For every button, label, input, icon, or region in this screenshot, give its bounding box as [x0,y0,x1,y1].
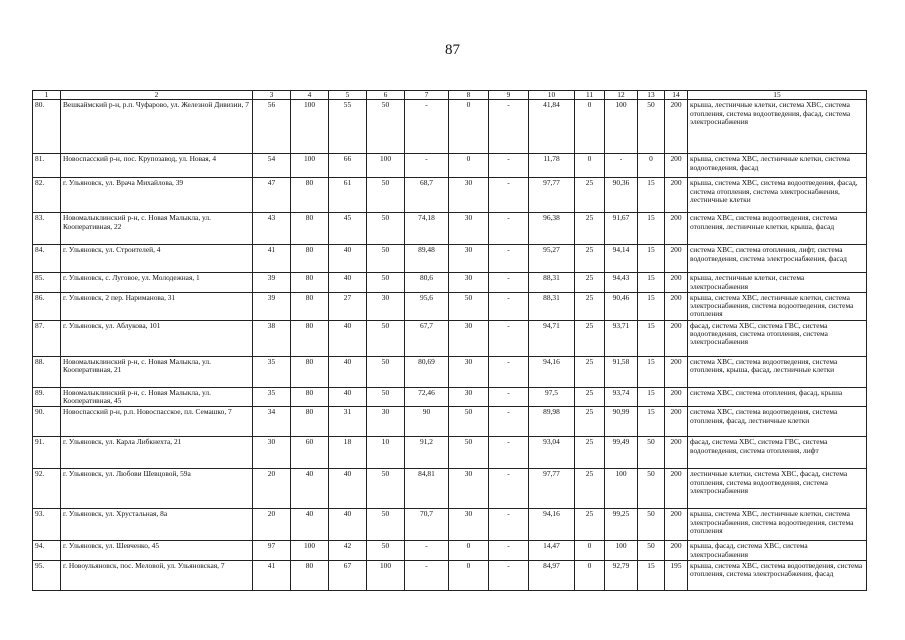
value-cell: 200 [665,387,688,407]
value-cell: 50 [367,273,405,293]
address-cell: г. Новоульяновск, пос. Меловой, ул. Ульяновская, 7 [61,560,253,590]
address-cell: г. Ульяновск, ул. Аблукова, 101 [61,320,253,356]
value-cell: 80 [291,387,329,407]
address-cell: Новомалыклинский р-н, с. Новая Малыкла, ул. Кооперативная, 21 [61,356,253,387]
value-cell: - [489,560,529,590]
value-cell: 91,58 [605,356,638,387]
value-cell: 20 [253,509,291,541]
value-cell: 25 [575,213,605,245]
table-row [33,509,867,541]
value-cell: 40 [291,469,329,509]
header-cell: 5 [329,91,367,100]
value-cell: 200 [665,541,688,561]
value-cell: 89,48 [405,245,449,273]
value-cell: 40 [329,320,367,356]
value-cell: 25 [575,178,605,213]
works-cell: крыша, система ХВС, лестничные клетки, система электроснабжения, система водоотведения, система отопления [688,509,867,541]
value-cell: 80 [291,273,329,293]
value-cell: 40 [329,356,367,387]
table-row [33,154,867,178]
value-cell: 41,84 [529,100,575,154]
value-cell: 41 [253,560,291,590]
value-cell: 42 [329,541,367,561]
value-cell: - [489,154,529,178]
value-cell: 50 [367,213,405,245]
value-cell: 39 [253,273,291,293]
header-cell: 1 [33,91,61,100]
value-cell: 97,5 [529,387,575,407]
value-cell: 96,38 [529,213,575,245]
value-cell: 54 [253,154,291,178]
value-cell: 80 [291,292,329,320]
value-cell: 0 [638,154,665,178]
row-number-cell: 80. [33,100,61,154]
value-cell: 100 [605,469,638,509]
address-cell: г. Ульяновск, ул. Карла Либкнехта, 21 [61,437,253,469]
value-cell: 200 [665,469,688,509]
value-cell: 50 [638,469,665,509]
value-cell: 41 [253,245,291,273]
value-cell: 15 [638,273,665,293]
value-cell: - [489,356,529,387]
value-cell: 50 [638,437,665,469]
value-cell: - [605,154,638,178]
header-cell: 3 [253,91,291,100]
value-cell: 50 [367,469,405,509]
value-cell: 30 [367,407,405,437]
works-cell: система ХВС, система отопления, фасад, крыша [688,387,867,407]
value-cell: 50 [367,100,405,154]
works-cell: система ХВС, система водоотведения, система отопления, фасад, лестничные клетки [688,407,867,437]
value-cell: 70,7 [405,509,449,541]
value-cell: 40 [329,273,367,293]
value-cell: 0 [449,154,489,178]
value-cell: - [489,407,529,437]
address-cell: г. Ульяновск, ул. Хрустальная, 8а [61,509,253,541]
value-cell: - [489,213,529,245]
value-cell: 200 [665,273,688,293]
value-cell: 72,46 [405,387,449,407]
value-cell: 30 [367,292,405,320]
value-cell: 39 [253,292,291,320]
value-cell: 30 [449,509,489,541]
value-cell: 50 [638,509,665,541]
header-cell: 15 [688,91,867,100]
row-number-cell: 95. [33,560,61,590]
value-cell: 80 [291,320,329,356]
table-row [33,407,867,437]
row-number-cell: 86. [33,292,61,320]
value-cell: 90,46 [605,292,638,320]
value-cell: 94,16 [529,509,575,541]
value-cell: 15 [638,356,665,387]
value-cell: 80 [291,560,329,590]
value-cell: 95,6 [405,292,449,320]
value-cell: 30 [449,213,489,245]
header-cell: 10 [529,91,575,100]
table-row [33,560,867,590]
value-cell: 93,74 [605,387,638,407]
table-row [33,541,867,561]
works-cell: лестничные клетки, система ХВС, фасад, система отопления, система водоотведения, система электроснабжения [688,469,867,509]
value-cell: 10 [367,437,405,469]
value-cell: 35 [253,356,291,387]
table-row [33,178,867,213]
value-cell: - [489,541,529,561]
value-cell: 100 [367,560,405,590]
value-cell: - [489,387,529,407]
value-cell: 25 [575,437,605,469]
value-cell: 38 [253,320,291,356]
value-cell: - [405,541,449,561]
value-cell: 14,47 [529,541,575,561]
page-number: 87 [445,42,460,58]
value-cell: 200 [665,407,688,437]
value-cell: 30 [449,469,489,509]
address-cell: Новомалыклинский р-н, с. Новая Малыкла, ул. Кооперативная, 45 [61,387,253,407]
value-cell: 50 [367,541,405,561]
value-cell: 90,36 [605,178,638,213]
value-cell: 30 [449,387,489,407]
value-cell: 45 [329,213,367,245]
header-cell: 9 [489,91,529,100]
address-cell: Новомалыклинский р-н, с. Новая Малыкла, ул. Кооперативная, 22 [61,213,253,245]
value-cell: - [489,509,529,541]
address-cell: г. Ульяновск, 2 пер. Нариманова, 31 [61,292,253,320]
value-cell: 100 [605,100,638,154]
value-cell: 15 [638,245,665,273]
value-cell: 97,77 [529,469,575,509]
header-cell: 14 [665,91,688,100]
value-cell: 80 [291,178,329,213]
value-cell: 67,7 [405,320,449,356]
value-cell: 200 [665,245,688,273]
value-cell: 88,31 [529,292,575,320]
value-cell: 30 [449,320,489,356]
table-row [33,100,867,154]
value-cell: 50 [638,100,665,154]
table-row [33,387,867,407]
value-cell: 0 [575,154,605,178]
value-cell: 90,99 [605,407,638,437]
value-cell: 200 [665,292,688,320]
value-cell: - [405,100,449,154]
value-cell: 200 [665,100,688,154]
table-row [33,245,867,273]
value-cell: 40 [291,509,329,541]
value-cell: 50 [449,437,489,469]
value-cell: 50 [367,509,405,541]
value-cell: 94,43 [605,273,638,293]
value-cell: - [489,292,529,320]
table-body [33,91,867,591]
value-cell: 94,16 [529,356,575,387]
table-row [33,437,867,469]
header-cell: 4 [291,91,329,100]
value-cell: 25 [575,407,605,437]
value-cell: 55 [329,100,367,154]
value-cell: 15 [638,213,665,245]
value-cell: 34 [253,407,291,437]
value-cell: 25 [575,245,605,273]
table-row [33,292,867,320]
value-cell: 95,27 [529,245,575,273]
value-cell: 100 [367,154,405,178]
address-cell: Новоспасский р-н, пос. Крупозавод, ул. Новая, 4 [61,154,253,178]
value-cell: 80 [291,356,329,387]
value-cell: 40 [329,387,367,407]
value-cell: 92,79 [605,560,638,590]
value-cell: 93,04 [529,437,575,469]
row-number-cell: 93. [33,509,61,541]
value-cell: 80 [291,245,329,273]
value-cell: 18 [329,437,367,469]
value-cell: 200 [665,437,688,469]
value-cell: 67 [329,560,367,590]
value-cell: 15 [638,560,665,590]
value-cell: 11,78 [529,154,575,178]
value-cell: 30 [449,273,489,293]
works-cell: фасад, система ХВС, система ГВС, система водоотведения, система отопления, система электроснабжения [688,320,867,356]
header-cell: 2 [61,91,253,100]
value-cell: - [489,320,529,356]
value-cell: 15 [638,407,665,437]
value-cell: 60 [291,437,329,469]
works-cell: крыша, система ХВС, лестничные клетки, система водоотведения, фасад [688,154,867,178]
value-cell: 68,7 [405,178,449,213]
data-table [32,90,867,591]
value-cell: 50 [367,320,405,356]
row-number-cell: 92. [33,469,61,509]
value-cell: 25 [575,320,605,356]
value-cell: 0 [575,100,605,154]
value-cell: 88,31 [529,273,575,293]
value-cell: 97 [253,541,291,561]
table-row [33,320,867,356]
row-number-cell: 91. [33,437,61,469]
header-cell: 8 [449,91,489,100]
value-cell: 97,77 [529,178,575,213]
value-cell: 200 [665,178,688,213]
value-cell: 200 [665,154,688,178]
header-cell: 6 [367,91,405,100]
header-cell: 13 [638,91,665,100]
value-cell: - [489,100,529,154]
table-row [33,469,867,509]
value-cell: 74,18 [405,213,449,245]
value-cell: 100 [605,541,638,561]
value-cell: 30 [449,178,489,213]
value-cell: 91,2 [405,437,449,469]
value-cell: 93,71 [605,320,638,356]
value-cell: - [489,469,529,509]
address-cell: г. Ульяновск, ул. Врача Михайлова, 39 [61,178,253,213]
value-cell: 25 [575,356,605,387]
value-cell: 25 [575,387,605,407]
value-cell: 30 [449,245,489,273]
value-cell: 80,69 [405,356,449,387]
value-cell: - [489,437,529,469]
address-cell: Новоспасский р-н, р.п. Новоспасское, пл. Семашко, 7 [61,407,253,437]
value-cell: 50 [638,541,665,561]
value-cell: 47 [253,178,291,213]
row-number-cell: 88. [33,356,61,387]
value-cell: - [489,273,529,293]
value-cell: 80,6 [405,273,449,293]
works-cell: система ХВС, система водоотведения, система отопления, лестничные клетки, крыша, фасад [688,213,867,245]
value-cell: 61 [329,178,367,213]
table-row [33,213,867,245]
works-cell: крыша, лестничные клетки, система электроснабжения [688,273,867,293]
value-cell: 25 [575,292,605,320]
value-cell: 0 [449,560,489,590]
header-cell: 12 [605,91,638,100]
value-cell: 0 [575,541,605,561]
value-cell: - [489,178,529,213]
value-cell: 99,25 [605,509,638,541]
address-cell: Вешкаймский р-н, р.п. Чуфарово, ул. Железной Дивизии, 7 [61,100,253,154]
value-cell: 200 [665,509,688,541]
value-cell: 0 [449,541,489,561]
value-cell: 94,71 [529,320,575,356]
value-cell: 200 [665,356,688,387]
value-cell: 27 [329,292,367,320]
works-cell: система ХВС, система водоотведения, система отопления, крыша, фасад, лестничные клетки [688,356,867,387]
value-cell: 91,67 [605,213,638,245]
row-number-cell: 81. [33,154,61,178]
row-number-cell: 83. [33,213,61,245]
works-cell: крыша, система ХВС, лестничные клетки, система электроснабжения, система водоотведения, система отопления [688,292,867,320]
value-cell: 30 [253,437,291,469]
value-cell: 100 [291,154,329,178]
value-cell: - [489,245,529,273]
value-cell: 15 [638,292,665,320]
value-cell: 0 [575,560,605,590]
works-cell: крыша, система ХВС, система водоотведения, фасад, система отопления, система электроснабжения, лестничные клетки [688,178,867,213]
header-cell: 7 [405,91,449,100]
address-cell: г. Ульяновск, ул. Строителей, 4 [61,245,253,273]
works-cell: фасад, система ХВС, система ГВС, система водоотведения, система отопления, лифт [688,437,867,469]
value-cell: 40 [329,469,367,509]
value-cell: 43 [253,213,291,245]
header-row [33,91,867,100]
row-number-cell: 90. [33,407,61,437]
value-cell: 15 [638,320,665,356]
value-cell: 66 [329,154,367,178]
value-cell: 56 [253,100,291,154]
value-cell: 25 [575,509,605,541]
value-cell: 94,14 [605,245,638,273]
row-number-cell: 82. [33,178,61,213]
value-cell: 100 [291,541,329,561]
row-number-cell: 87. [33,320,61,356]
value-cell: 25 [575,273,605,293]
value-cell: 200 [665,320,688,356]
row-number-cell: 84. [33,245,61,273]
value-cell: 31 [329,407,367,437]
value-cell: 50 [449,292,489,320]
value-cell: 15 [638,178,665,213]
row-number-cell: 94. [33,541,61,561]
value-cell: 35 [253,387,291,407]
works-cell: крыша, лестничные клетки, система ХВС, система отопления, система водоотведения, фасад, система электроснабжения [688,100,867,154]
value-cell: - [405,560,449,590]
works-cell: система ХВС, система отопления, лифт, система водоотведения, система электроснабжения, фасад [688,245,867,273]
value-cell: 40 [329,509,367,541]
value-cell: 15 [638,387,665,407]
address-cell: г. Ульяновск, ул. Любови Шевцовой, 59а [61,469,253,509]
header-cell: 11 [575,91,605,100]
value-cell: 200 [665,213,688,245]
value-cell: 0 [449,100,489,154]
value-cell: 80 [291,407,329,437]
row-number-cell: 89. [33,387,61,407]
value-cell: - [405,154,449,178]
value-cell: 84,97 [529,560,575,590]
works-cell: крыша, система ХВС, система водоотведения, система отопления, система электроснабжения, фасад [688,560,867,590]
value-cell: 20 [253,469,291,509]
value-cell: 195 [665,560,688,590]
value-cell: 30 [449,356,489,387]
value-cell: 50 [367,245,405,273]
address-cell: г. Ульяновск, с. Луговое, ул. Молодежная, 1 [61,273,253,293]
value-cell: 99,49 [605,437,638,469]
value-cell: 80 [291,213,329,245]
value-cell: 50 [367,387,405,407]
value-cell: 84,81 [405,469,449,509]
value-cell: 50 [367,178,405,213]
row-number-cell: 85. [33,273,61,293]
value-cell: 25 [575,469,605,509]
value-cell: 89,98 [529,407,575,437]
table-row [33,356,867,387]
value-cell: 50 [367,356,405,387]
table-row [33,273,867,293]
value-cell: 50 [449,407,489,437]
address-cell: г. Ульяновск, ул. Шевченко, 45 [61,541,253,561]
value-cell: 90 [405,407,449,437]
value-cell: 100 [291,100,329,154]
value-cell: 40 [329,245,367,273]
works-cell: крыша, фасад, система ХВС, система электроснабжения [688,541,867,561]
